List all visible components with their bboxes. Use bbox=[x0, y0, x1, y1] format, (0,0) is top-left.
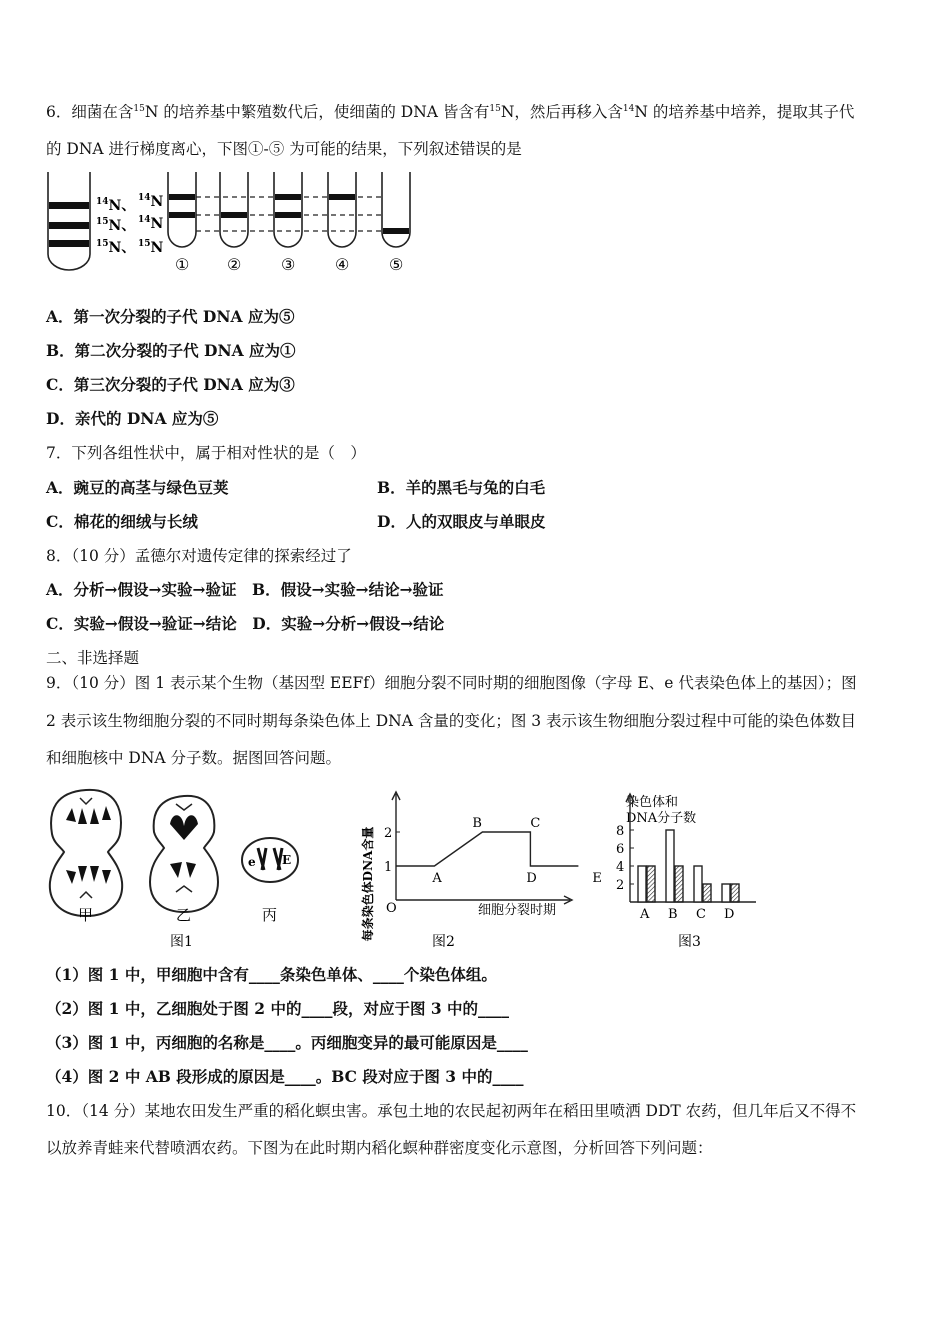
q9-line3: 和细胞核中 DNA 分子数。据图回答问题。 bbox=[46, 749, 342, 767]
figure2-xlabel: 细胞分裂时期 bbox=[478, 903, 557, 918]
tube4-band bbox=[329, 194, 355, 200]
svg-text:14N: $^{14}$N bbox=[138, 193, 164, 210]
figure2-tick-1: 1 bbox=[384, 860, 393, 875]
q6-line2: 的 DNA 进行梯度离心，下图①-⑤ 为可能的结果，下列叙述错误的是 bbox=[46, 140, 522, 158]
cell-jia bbox=[50, 790, 122, 916]
figure3-bar-chromosome-A bbox=[638, 866, 646, 902]
figure3-title-line1: 染色体和 bbox=[626, 795, 679, 810]
svg-text:14N、: $^{14}$N、 bbox=[96, 197, 136, 214]
parent-tube bbox=[48, 172, 90, 270]
q7-option-d: D．人的双眼皮与单眼皮 bbox=[377, 512, 546, 531]
figure3-bar-dna-B bbox=[675, 866, 683, 902]
q9-line1: 9．（10 分）图 1 表示某个生物（基因型 EEFf）细胞分裂不同时期的细胞图像（字母 E、e 代表染色体上的基因）；图 bbox=[46, 674, 857, 692]
figure2-origin: O bbox=[386, 901, 397, 916]
q6-option-a: A．第一次分裂的子代 DNA 应为⑤ bbox=[46, 307, 295, 326]
q8-options-cd: C．实验→假设→验证→结论 D．实验→分析→假设→结论 bbox=[46, 614, 445, 633]
tube3-band-a bbox=[275, 194, 301, 200]
q10-line2: 以放养青蛙来代替喷洒农药。下图为在此时期内稻化螟种群密度变化示意图，分析回答下列问题： bbox=[46, 1139, 713, 1157]
tube5-band bbox=[383, 228, 409, 234]
figure2-point-A: A bbox=[432, 871, 442, 886]
figure3-bar-dna-A bbox=[647, 866, 655, 902]
figure2-tick-2: 2 bbox=[384, 826, 393, 841]
figure2-point-B: B bbox=[472, 816, 482, 831]
figure3-bar-dna-C bbox=[703, 884, 711, 902]
tube-1 bbox=[168, 172, 196, 247]
cell-label-bing: 丙 bbox=[262, 906, 278, 924]
figure3-bar-chromosome-B bbox=[666, 830, 674, 902]
tube-label-1: ① bbox=[175, 255, 190, 274]
figure2-point-C: C bbox=[530, 816, 541, 831]
q9-sub1: （1）图 1 中，甲细胞中含有____条染色单体、____个染色体组。 bbox=[46, 965, 497, 984]
figure3-caption: 图3 bbox=[678, 934, 701, 950]
centrifuge-tubes-figure bbox=[44, 170, 414, 278]
figure2-series-line bbox=[396, 832, 578, 866]
tube-label-4: ④ bbox=[335, 255, 350, 274]
figure3-tick-8: 8 bbox=[616, 824, 625, 839]
tube1-band-b bbox=[169, 212, 195, 218]
tube-label-2: ② bbox=[227, 255, 242, 274]
q6-option-b: B．第二次分裂的子代 DNA 应为① bbox=[46, 341, 296, 360]
q7-option-b: B．羊的黑毛与兔的白毛 bbox=[377, 478, 546, 497]
q9-sub2: （2）图 1 中，乙细胞处于图 2 中的____段，对应于图 3 中的____ bbox=[46, 999, 510, 1018]
figure2-chart bbox=[356, 784, 602, 954]
figure3-tick-6: 6 bbox=[616, 842, 625, 857]
figure3-category-B: B bbox=[668, 907, 678, 922]
figure3-category-C: C bbox=[696, 907, 706, 922]
figure1-cells bbox=[44, 784, 314, 954]
svg-text:15N、: $^{15}$N、 bbox=[96, 239, 136, 256]
figure2-point-D: D bbox=[526, 871, 537, 886]
figure3-tick-2: 2 bbox=[616, 878, 625, 893]
band-15n-b bbox=[49, 240, 89, 247]
q10-line1: 10．（14 分）某地农田发生严重的稻化螟虫害。承包土地的农民起初两年在稻田里喷洒 DDT 农药，但几年后又不得不 bbox=[46, 1102, 857, 1120]
cell-yi bbox=[150, 796, 218, 912]
q6-option-c: C．第三次分裂的子代 DNA 应为③ bbox=[46, 375, 295, 394]
q8-options-ab: A．分析→假设→实验→验证 B．假设→实验→结论→验证 bbox=[46, 580, 444, 599]
gene-e-label: e bbox=[248, 855, 256, 869]
tube-3 bbox=[274, 172, 302, 247]
section-heading: 二、非选择题 bbox=[46, 649, 140, 667]
tube2-band bbox=[221, 212, 247, 218]
figure1-caption: 图1 bbox=[170, 934, 193, 950]
svg-text:15N: $^{15}$N bbox=[138, 239, 164, 256]
figure2-ylabel: 每条染色体DNA含量 bbox=[361, 826, 375, 942]
tube1-band-a bbox=[169, 194, 195, 200]
tube-4 bbox=[328, 172, 356, 247]
q9-sub3: （3）图 1 中，丙细胞的名称是____。丙细胞变异的最可能原因是____ bbox=[46, 1033, 528, 1052]
tube-label-3: ③ bbox=[281, 255, 296, 274]
cell-label-yi: 乙 bbox=[176, 906, 192, 924]
figure3-bar-chromosome-C bbox=[694, 866, 702, 902]
q9-sub4: （4）图 2 中 AB 段形成的原因是____。BC 段对应于图 3 中的____ bbox=[46, 1067, 524, 1086]
cell-label-jia: 甲 bbox=[78, 906, 94, 924]
figure3-tick-4: 4 bbox=[616, 860, 625, 875]
gene-E-label: E bbox=[282, 853, 292, 867]
figure3-category-D: D bbox=[724, 907, 735, 922]
figure3-category-A: A bbox=[640, 907, 650, 922]
q9-line2: 2 表示该生物细胞分裂的不同时期每条染色体上 DNA 含量的变化；图 3 表示该生物细胞分裂过程中可能的染色体数目 bbox=[46, 712, 857, 730]
figure3-bar-chromosome-D bbox=[722, 884, 730, 902]
q7-option-a: A．豌豆的高茎与绿色豆荚 bbox=[46, 478, 229, 497]
band-14n bbox=[49, 202, 89, 209]
tube3-band-b bbox=[275, 212, 301, 218]
tube-2 bbox=[220, 172, 248, 247]
band-15n-a bbox=[49, 222, 89, 229]
q6-option-d: D．亲代的 DNA 应为⑤ bbox=[46, 409, 219, 428]
q7-option-c: C．棉花的细绒与长绒 bbox=[46, 512, 198, 531]
svg-text:15N、: $^{15}$N、 bbox=[96, 217, 136, 234]
figure3-bar-dna-D bbox=[731, 884, 739, 902]
svg-text:14N: $^{14}$N bbox=[138, 215, 164, 232]
q8-stem: 8．（10 分）孟德尔对遗传定律的探索经过了 bbox=[46, 547, 352, 565]
figure2-caption: 图2 bbox=[432, 934, 455, 950]
figure3-title-line2: DNA分子数 bbox=[626, 811, 697, 826]
tube-label-5: ⑤ bbox=[389, 255, 404, 274]
figure3-chart bbox=[608, 784, 768, 954]
q7-stem: 7．下列各组性状中，属于相对性状的是（ ） bbox=[46, 444, 366, 462]
figure2-point-E: E bbox=[592, 871, 602, 886]
q6-line1: 6．细菌在含$^{15}$N 的培养基中繁殖数代后，使细菌的 DNA 皆含有$^{15}$N，然后再移入含$^{14}$N 的培养基中培养，提取其子代 bbox=[46, 103, 855, 121]
tube-5 bbox=[382, 172, 410, 247]
